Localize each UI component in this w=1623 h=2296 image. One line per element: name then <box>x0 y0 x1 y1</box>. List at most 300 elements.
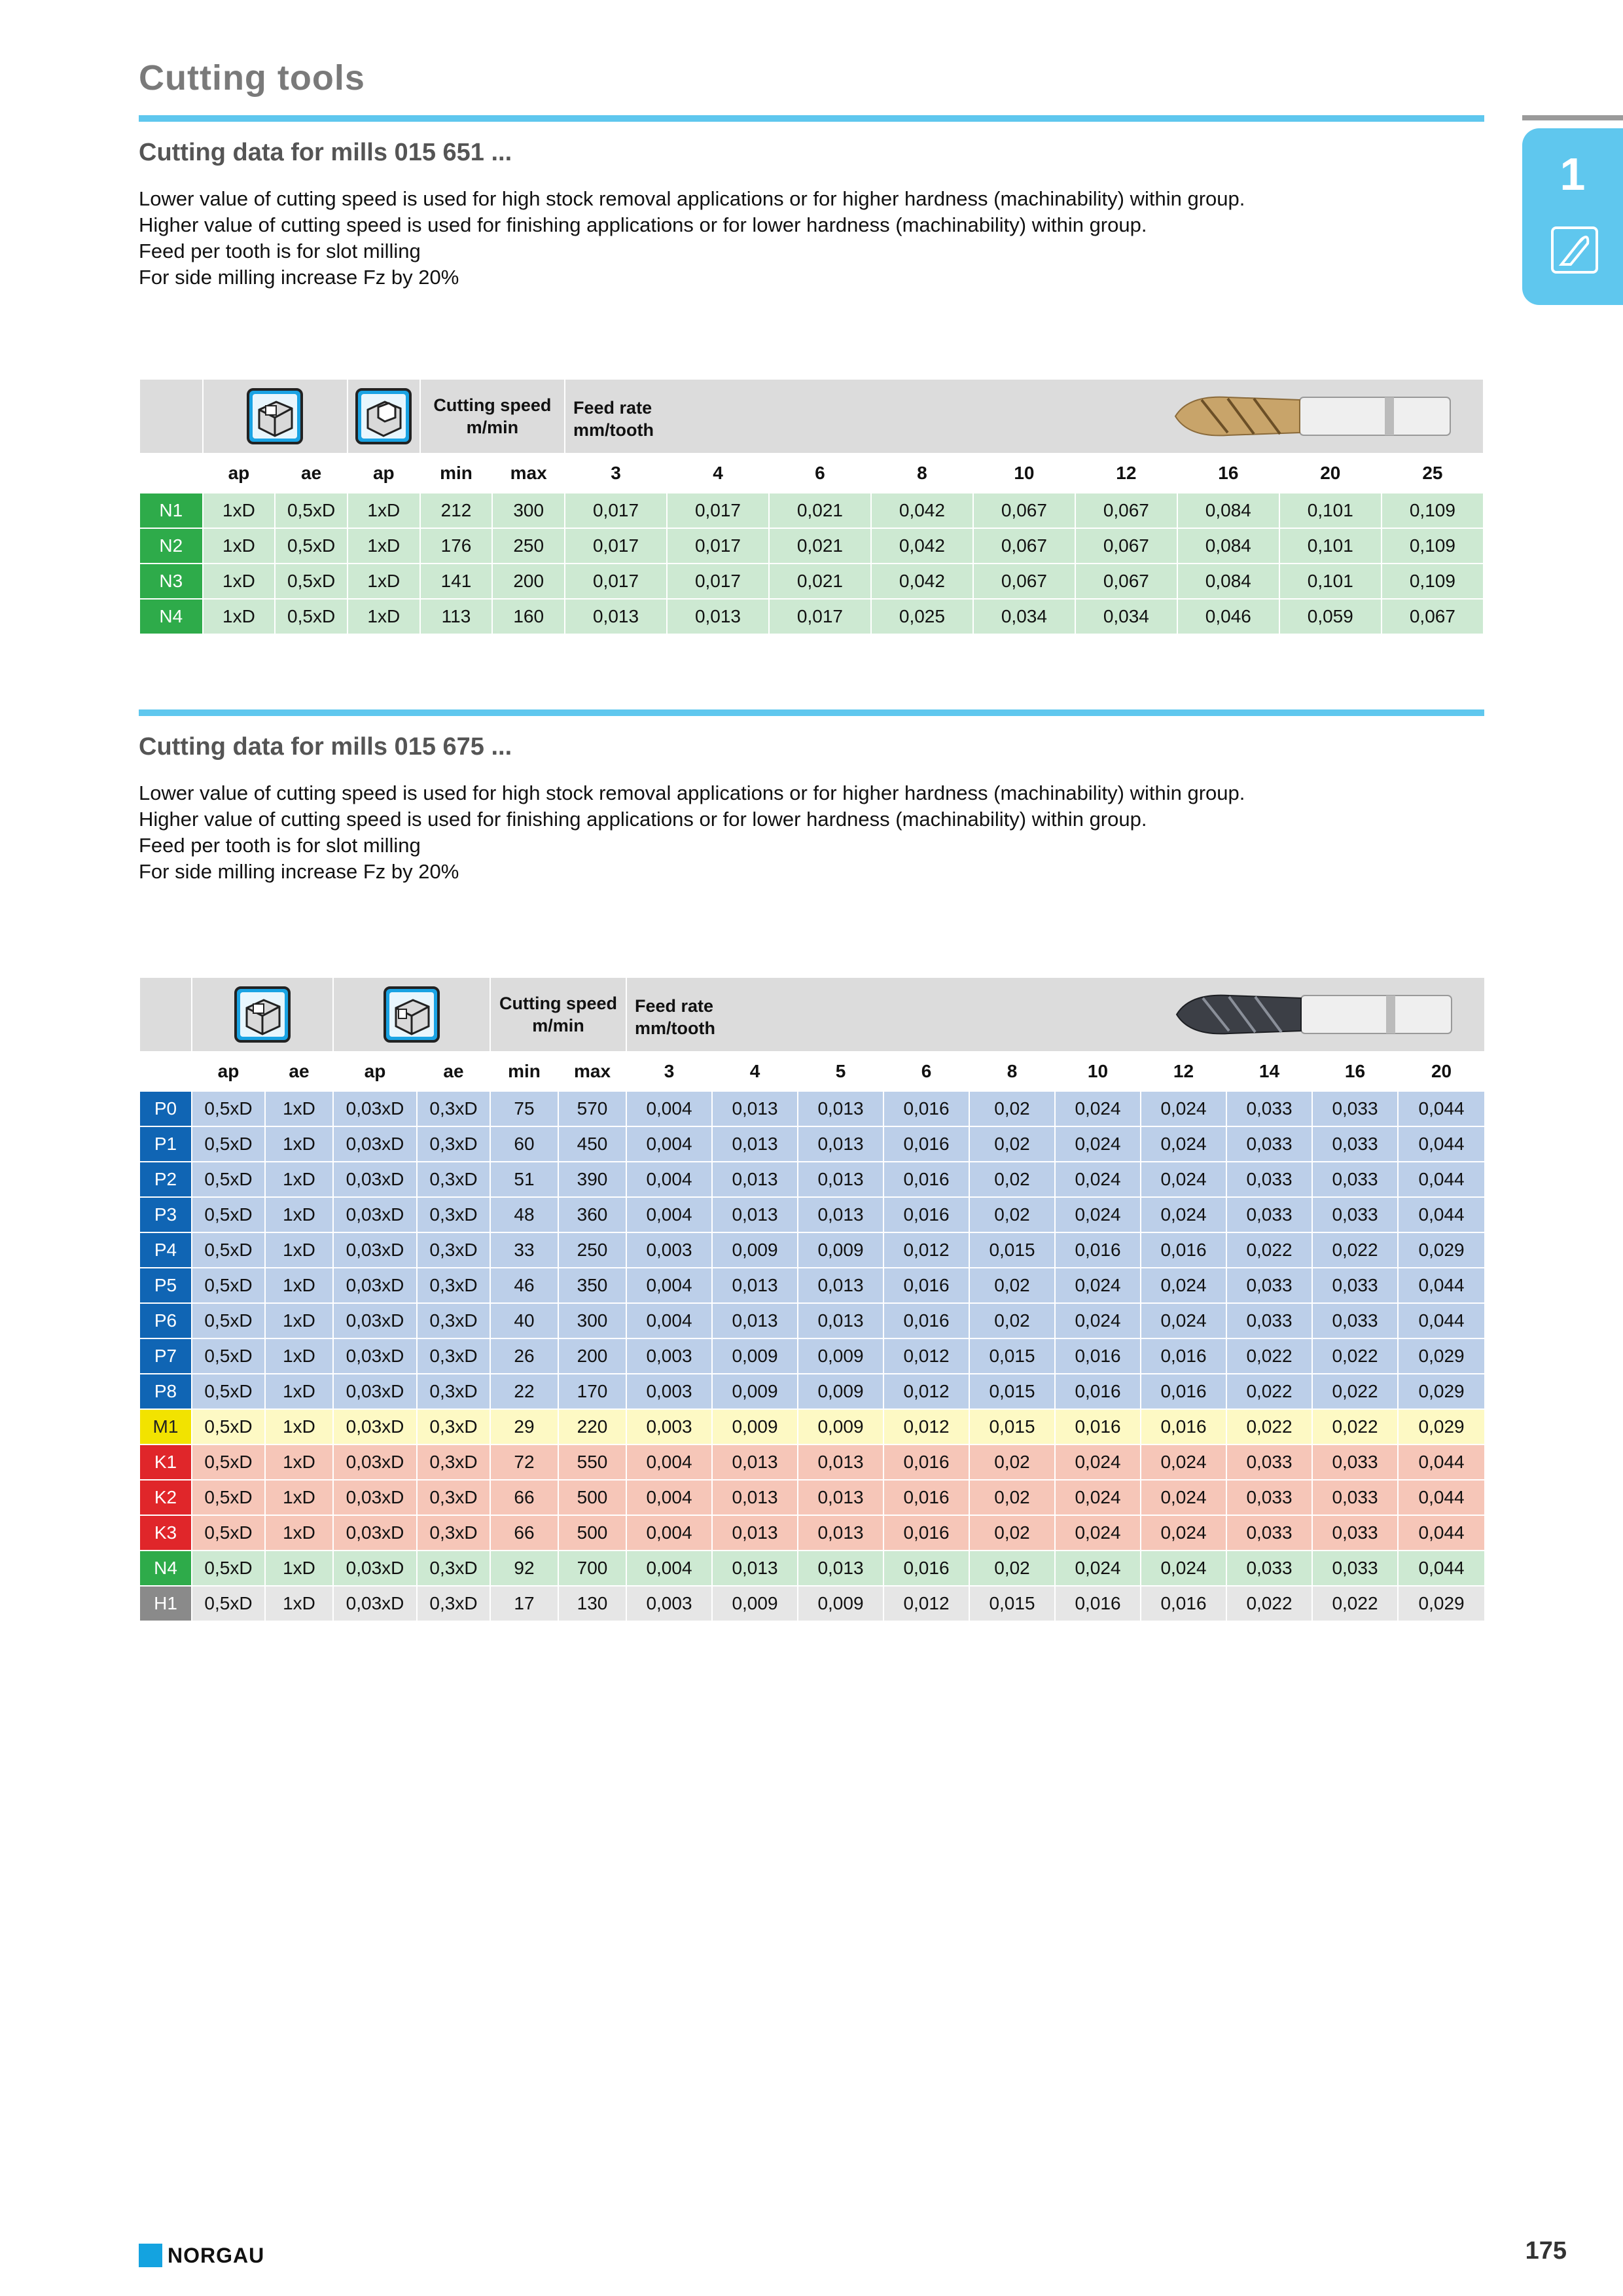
material-group-cell: H1 <box>139 1586 192 1621</box>
table-cell: 0,3xD <box>417 1374 490 1409</box>
table-cell: 0,029 <box>1398 1338 1485 1374</box>
table-cell: 0,044 <box>1398 1091 1485 1126</box>
table-cell: 360 <box>558 1197 626 1232</box>
table-cell: 0,022 <box>1226 1409 1312 1444</box>
table-cell: 0,013 <box>712 1444 798 1480</box>
table-cell: 0,03xD <box>333 1162 417 1197</box>
table-row <box>139 1197 1485 1232</box>
column-header: ae <box>275 454 348 493</box>
table-cell: 0,009 <box>712 1586 798 1621</box>
table-cell: 0,024 <box>1055 1303 1141 1338</box>
table-cell: 0,022 <box>1312 1338 1398 1374</box>
table-cell: 51 <box>490 1162 558 1197</box>
table-row <box>139 1091 1485 1126</box>
table-cell: 0,5xD <box>275 528 348 564</box>
table-cell: 0,5xD <box>192 1551 265 1586</box>
material-group-cell: N4 <box>139 599 203 634</box>
table-cell: 0,003 <box>626 1338 712 1374</box>
table-cell: 0,029 <box>1398 1232 1485 1268</box>
cutting-speed-label: Cutting speed <box>433 395 552 415</box>
table-cell: 0,016 <box>883 1551 969 1586</box>
note-line: For side milling increase Fz by 20% <box>139 860 459 883</box>
table-cell: 0,024 <box>1141 1515 1226 1551</box>
table-cell: 0,013 <box>798 1444 883 1480</box>
table-cell: 0,009 <box>712 1409 798 1444</box>
table-row <box>139 1268 1485 1303</box>
table-cell: 0,044 <box>1398 1162 1485 1197</box>
column-header: 6 <box>883 1052 969 1091</box>
table-cell: 300 <box>558 1303 626 1338</box>
table-cell: 0,02 <box>969 1303 1055 1338</box>
table-cell: 0,022 <box>1226 1338 1312 1374</box>
table-cell: 0,033 <box>1226 1480 1312 1515</box>
table-cell: 1xD <box>348 564 420 599</box>
table-cell: 1xD <box>265 1409 333 1444</box>
table-row <box>139 493 1484 528</box>
cutting-speed-header <box>490 977 626 1052</box>
table-cell: 0,033 <box>1312 1480 1398 1515</box>
material-group-cell: K2 <box>139 1480 192 1515</box>
table-row <box>139 1551 1485 1586</box>
table-cell: 0,017 <box>565 528 667 564</box>
table-cell: 0,033 <box>1226 1444 1312 1480</box>
table-cell: 0,013 <box>798 1480 883 1515</box>
page-header-title: Cutting tools <box>139 58 365 98</box>
column-header: 20 <box>1398 1052 1485 1091</box>
table-cell: 0,024 <box>1141 1551 1226 1586</box>
table-cell: 0,033 <box>1226 1551 1312 1586</box>
end-mill-image <box>1169 388 1457 444</box>
table-cell: 0,016 <box>1141 1374 1226 1409</box>
slot-milling-cell <box>192 977 333 1052</box>
table-cell: 0,004 <box>626 1515 712 1551</box>
column-header: ae <box>417 1052 490 1091</box>
table-cell: 0,013 <box>712 1091 798 1126</box>
table-cell: 0,024 <box>1141 1162 1226 1197</box>
table-cell: 0,3xD <box>417 1444 490 1480</box>
table-cell: 0,029 <box>1398 1374 1485 1409</box>
table-cell: 0,084 <box>1177 528 1279 564</box>
table-cell: 0,022 <box>1312 1374 1398 1409</box>
column-header: 8 <box>969 1052 1055 1091</box>
column-header: 10 <box>973 454 1075 493</box>
table-cell: 0,004 <box>626 1480 712 1515</box>
table-cell: 0,033 <box>1226 1303 1312 1338</box>
table-cell: 0,02 <box>969 1126 1055 1162</box>
material-group-cell: M1 <box>139 1409 192 1444</box>
table-cell: 0,5xD <box>192 1091 265 1126</box>
table-row <box>139 1409 1485 1444</box>
table-cell: 0,5xD <box>192 1126 265 1162</box>
table-cell: 1xD <box>265 1338 333 1374</box>
table-cell: 33 <box>490 1232 558 1268</box>
table-cell: 0,022 <box>1312 1409 1398 1444</box>
table-cell: 0,012 <box>883 1232 969 1268</box>
table-row <box>139 1374 1485 1409</box>
table-cell: 0,5xD <box>192 1480 265 1515</box>
table-cell: 0,024 <box>1141 1197 1226 1232</box>
table-cell: 1xD <box>265 1268 333 1303</box>
table-cell: 200 <box>558 1338 626 1374</box>
table-cell: 0,3xD <box>417 1268 490 1303</box>
table-cell: 0,015 <box>969 1586 1055 1621</box>
table-cell: 1xD <box>203 493 276 528</box>
table-cell: 0,024 <box>1055 1480 1141 1515</box>
table-cell: 0,034 <box>973 599 1075 634</box>
material-group-cell: P1 <box>139 1126 192 1162</box>
table-cell: 0,004 <box>626 1303 712 1338</box>
cutting-speed-label: Cutting speed <box>499 994 617 1013</box>
table-cell: 0,5xD <box>275 493 348 528</box>
material-group-cell: K1 <box>139 1444 192 1480</box>
table-cell: 0,025 <box>871 599 973 634</box>
table-cell: 0,016 <box>1141 1338 1226 1374</box>
table-cell: 0,024 <box>1141 1303 1226 1338</box>
feed-rate-label: Feed rate <box>635 996 714 1016</box>
table-cell: 0,044 <box>1398 1126 1485 1162</box>
material-group-cell: N4 <box>139 1551 192 1586</box>
column-header-blank <box>139 454 203 493</box>
table-cell: 26 <box>490 1338 558 1374</box>
table-cell: 0,033 <box>1312 1126 1398 1162</box>
table-cell: 40 <box>490 1303 558 1338</box>
table-cell: 0,3xD <box>417 1197 490 1232</box>
table-cell: 0,084 <box>1177 564 1279 599</box>
cutting-speed-header <box>420 379 565 454</box>
table-cell: 0,5xD <box>192 1338 265 1374</box>
cutting-data-table-1 <box>139 378 1484 635</box>
table-cell: 0,03xD <box>333 1091 417 1126</box>
table-cell: 0,067 <box>1075 564 1177 599</box>
table-cell: 0,033 <box>1312 1162 1398 1197</box>
table-cell: 1xD <box>203 599 276 634</box>
table-cell: 0,015 <box>969 1232 1055 1268</box>
table-cell: 0,017 <box>565 493 667 528</box>
feed-rate-unit: mm/tooth <box>635 1018 715 1038</box>
table-cell: 1xD <box>348 599 420 634</box>
table-cell: 1xD <box>203 528 276 564</box>
table-cell: 0,03xD <box>333 1268 417 1303</box>
column-header-blank <box>139 1052 192 1091</box>
table-cell: 0,016 <box>1055 1409 1141 1444</box>
table-cell: 0,022 <box>1226 1232 1312 1268</box>
table-cell: 0,024 <box>1055 1091 1141 1126</box>
table-cell: 0,029 <box>1398 1586 1485 1621</box>
header-blank <box>139 977 192 1052</box>
table-cell: 0,033 <box>1312 1444 1398 1480</box>
table-cell: 0,03xD <box>333 1303 417 1338</box>
table-cell: 0,009 <box>712 1374 798 1409</box>
table-cell: 350 <box>558 1268 626 1303</box>
material-group-cell: P3 <box>139 1197 192 1232</box>
table-cell: 0,017 <box>565 564 667 599</box>
table-cell: 1xD <box>265 1444 333 1480</box>
chapter-tab[interactable] <box>1522 128 1623 305</box>
table-cell: 0,101 <box>1279 528 1382 564</box>
table-cell: 29 <box>490 1409 558 1444</box>
table-cell: 0,109 <box>1382 564 1484 599</box>
end-mill-image <box>1170 986 1458 1043</box>
table-cell: 0,02 <box>969 1551 1055 1586</box>
column-header: ap <box>348 454 420 493</box>
table-cell: 1xD <box>265 1162 333 1197</box>
table-cell: 0,017 <box>667 528 769 564</box>
table-cell: 1xD <box>265 1197 333 1232</box>
table-cell: 0,013 <box>712 1162 798 1197</box>
table-cell: 0,109 <box>1382 528 1484 564</box>
table-cell: 300 <box>492 493 565 528</box>
table-cell: 0,042 <box>871 493 973 528</box>
table-cell: 0,024 <box>1055 1162 1141 1197</box>
table-row <box>139 599 1484 634</box>
table-cell: 0,044 <box>1398 1515 1485 1551</box>
table-cell: 0,022 <box>1226 1374 1312 1409</box>
column-header: 10 <box>1055 1052 1141 1091</box>
brand-name: NORGAU <box>168 2244 265 2267</box>
table1-title: Cutting data for mills 015 651 ... <box>139 139 512 166</box>
table-cell: 0,059 <box>1279 599 1382 634</box>
table-cell: 250 <box>558 1232 626 1268</box>
table-cell: 0,024 <box>1055 1268 1141 1303</box>
table-cell: 0,013 <box>712 1268 798 1303</box>
table-cell: 0,017 <box>667 564 769 599</box>
table-cell: 0,044 <box>1398 1551 1485 1586</box>
table-cell: 0,016 <box>883 1197 969 1232</box>
table-cell: 113 <box>420 599 493 634</box>
table-cell: 141 <box>420 564 493 599</box>
table-cell: 1xD <box>265 1303 333 1338</box>
table-cell: 0,016 <box>883 1091 969 1126</box>
table-cell: 0,084 <box>1177 493 1279 528</box>
table-cell: 0,009 <box>798 1374 883 1409</box>
column-header: 25 <box>1382 454 1484 493</box>
table-cell: 1xD <box>348 493 420 528</box>
table-row <box>139 1303 1485 1338</box>
column-header: 4 <box>712 1052 798 1091</box>
table-cell: 0,013 <box>798 1303 883 1338</box>
table-cell: 0,024 <box>1141 1126 1226 1162</box>
table-cell: 0,016 <box>1141 1409 1226 1444</box>
table-cell: 1xD <box>348 528 420 564</box>
table-cell: 0,034 <box>1075 599 1177 634</box>
table-cell: 0,3xD <box>417 1338 490 1374</box>
table-cell: 0,013 <box>712 1197 798 1232</box>
table-cell: 0,03xD <box>333 1374 417 1409</box>
material-group-cell: K3 <box>139 1515 192 1551</box>
table-cell: 0,004 <box>626 1444 712 1480</box>
table-cell: 0,004 <box>626 1197 712 1232</box>
table-cell: 0,009 <box>798 1409 883 1444</box>
table-row <box>139 528 1484 564</box>
table-cell: 0,024 <box>1141 1444 1226 1480</box>
table-cell: 0,021 <box>769 564 871 599</box>
table-cell: 1xD <box>265 1374 333 1409</box>
material-group-cell: P6 <box>139 1303 192 1338</box>
table-cell: 0,012 <box>883 1374 969 1409</box>
table-cell: 0,024 <box>1055 1551 1141 1586</box>
table-cell: 0,009 <box>712 1232 798 1268</box>
table-cell: 212 <box>420 493 493 528</box>
column-header: ap <box>203 454 276 493</box>
table-row <box>139 1338 1485 1374</box>
table-cell: 0,017 <box>667 493 769 528</box>
column-header: min <box>420 454 493 493</box>
table-cell: 0,5xD <box>192 1303 265 1338</box>
table2-notes <box>139 780 1245 885</box>
table-row <box>139 1586 1485 1621</box>
table-cell: 0,022 <box>1312 1232 1398 1268</box>
column-header: 5 <box>798 1052 883 1091</box>
table-cell: 17 <box>490 1586 558 1621</box>
table-cell: 1xD <box>203 564 276 599</box>
table-row <box>139 564 1484 599</box>
table-cell: 0,067 <box>973 493 1075 528</box>
column-header: 6 <box>769 454 871 493</box>
table-cell: 0,009 <box>798 1338 883 1374</box>
table-cell: 0,004 <box>626 1268 712 1303</box>
cutting-speed-unit: m/min <box>532 1016 584 1035</box>
table-cell: 0,016 <box>883 1268 969 1303</box>
column-header: 16 <box>1312 1052 1398 1091</box>
table-cell: 0,013 <box>667 599 769 634</box>
table-cell: 0,016 <box>883 1480 969 1515</box>
table-cell: 0,5xD <box>192 1197 265 1232</box>
table-cell: 0,013 <box>798 1126 883 1162</box>
table-cell: 0,013 <box>565 599 667 634</box>
table-cell: 0,015 <box>969 1338 1055 1374</box>
table-cell: 0,02 <box>969 1515 1055 1551</box>
column-header: 16 <box>1177 454 1279 493</box>
table-cell: 0,016 <box>1055 1232 1141 1268</box>
table-cell: 0,013 <box>798 1197 883 1232</box>
table-cell: 0,067 <box>973 564 1075 599</box>
table-cell: 0,02 <box>969 1444 1055 1480</box>
note-line: For side milling increase Fz by 20% <box>139 266 459 289</box>
table-cell: 0,3xD <box>417 1551 490 1586</box>
table-cell: 0,033 <box>1226 1126 1312 1162</box>
feed-rate-header <box>626 977 1485 1052</box>
column-header: ap <box>192 1052 265 1091</box>
table-cell: 75 <box>490 1091 558 1126</box>
table-cell: 0,03xD <box>333 1551 417 1586</box>
table-cell: 66 <box>490 1515 558 1551</box>
column-header: 20 <box>1279 454 1382 493</box>
material-group-cell: N3 <box>139 564 203 599</box>
table-cell: 0,033 <box>1226 1268 1312 1303</box>
table-cell: 0,016 <box>883 1444 969 1480</box>
table-cell: 0,033 <box>1226 1515 1312 1551</box>
table-cell: 0,013 <box>712 1515 798 1551</box>
feed-rate-label: Feed rate <box>573 398 652 418</box>
slot-milling-cell <box>203 379 348 454</box>
table-cell: 0,012 <box>883 1586 969 1621</box>
table-cell: 0,5xD <box>192 1515 265 1551</box>
note-line: Lower value of cutting speed is used for high stock removal applications or for higher hardness (machinability) within group. <box>139 187 1245 210</box>
table-cell: 0,044 <box>1398 1303 1485 1338</box>
table-cell: 0,03xD <box>333 1338 417 1374</box>
section-rule <box>139 709 1484 716</box>
table-cell: 0,021 <box>769 528 871 564</box>
table-cell: 0,02 <box>969 1162 1055 1197</box>
table-cell: 0,013 <box>712 1126 798 1162</box>
table-cell: 0,042 <box>871 564 973 599</box>
table-cell: 0,044 <box>1398 1444 1485 1480</box>
material-group-cell: P5 <box>139 1268 192 1303</box>
table1-notes <box>139 186 1245 291</box>
table-cell: 130 <box>558 1586 626 1621</box>
table-cell: 0,067 <box>1075 528 1177 564</box>
table-cell: 0,109 <box>1382 493 1484 528</box>
table-cell: 66 <box>490 1480 558 1515</box>
table-cell: 0,013 <box>712 1480 798 1515</box>
side-milling-icon <box>383 986 440 1043</box>
table-cell: 390 <box>558 1162 626 1197</box>
table-cell: 0,101 <box>1279 564 1382 599</box>
table-cell: 0,024 <box>1055 1515 1141 1551</box>
table-cell: 0,3xD <box>417 1091 490 1126</box>
table-cell: 0,016 <box>1055 1374 1141 1409</box>
table-cell: 0,024 <box>1055 1126 1141 1162</box>
table-cell: 0,015 <box>969 1409 1055 1444</box>
feed-rate-unit: mm/tooth <box>573 420 654 440</box>
cutting-data-table-2 <box>139 977 1486 1622</box>
table-cell: 1xD <box>265 1091 333 1126</box>
mill-icon <box>1551 226 1598 274</box>
table-cell: 450 <box>558 1126 626 1162</box>
table-cell: 0,013 <box>798 1268 883 1303</box>
table-cell: 0,009 <box>798 1586 883 1621</box>
table-cell: 1xD <box>265 1126 333 1162</box>
table-cell: 0,015 <box>969 1374 1055 1409</box>
table-cell: 60 <box>490 1126 558 1162</box>
table-cell: 0,021 <box>769 493 871 528</box>
column-header: min <box>490 1052 558 1091</box>
table-cell: 0,03xD <box>333 1515 417 1551</box>
table-cell: 0,009 <box>798 1232 883 1268</box>
note-line: Lower value of cutting speed is used for high stock removal applications or for higher hardness (machinability) within group. <box>139 781 1245 804</box>
table-cell: 0,033 <box>1312 1303 1398 1338</box>
side-rule <box>1522 115 1623 120</box>
table-cell: 1xD <box>265 1586 333 1621</box>
table-cell: 176 <box>420 528 493 564</box>
cutting-speed-unit: m/min <box>466 418 519 437</box>
table-cell: 0,033 <box>1312 1197 1398 1232</box>
table-cell: 72 <box>490 1444 558 1480</box>
table-cell: 0,02 <box>969 1091 1055 1126</box>
table-cell: 0,067 <box>973 528 1075 564</box>
column-header: ae <box>265 1052 333 1091</box>
table-cell: 48 <box>490 1197 558 1232</box>
table-cell: 0,013 <box>798 1551 883 1586</box>
table-cell: 0,5xD <box>275 564 348 599</box>
table-cell: 0,004 <box>626 1126 712 1162</box>
chapter-number: 1 <box>1560 149 1586 200</box>
table-cell: 0,03xD <box>333 1409 417 1444</box>
table2-title: Cutting data for mills 015 675 ... <box>139 733 512 761</box>
table-cell: 570 <box>558 1091 626 1126</box>
table-cell: 0,013 <box>798 1091 883 1126</box>
table-cell: 0,03xD <box>333 1480 417 1515</box>
table-cell: 0,004 <box>626 1551 712 1586</box>
table-cell: 0,067 <box>1382 599 1484 634</box>
table-cell: 0,016 <box>883 1126 969 1162</box>
material-group-cell: P2 <box>139 1162 192 1197</box>
note-line: Higher value of cutting speed is used for finishing applications or for lower hardness (machinability) within group. <box>139 213 1147 236</box>
table-cell: 0,3xD <box>417 1586 490 1621</box>
table-cell: 22 <box>490 1374 558 1409</box>
table-cell: 46 <box>490 1268 558 1303</box>
header-blank <box>139 379 203 454</box>
